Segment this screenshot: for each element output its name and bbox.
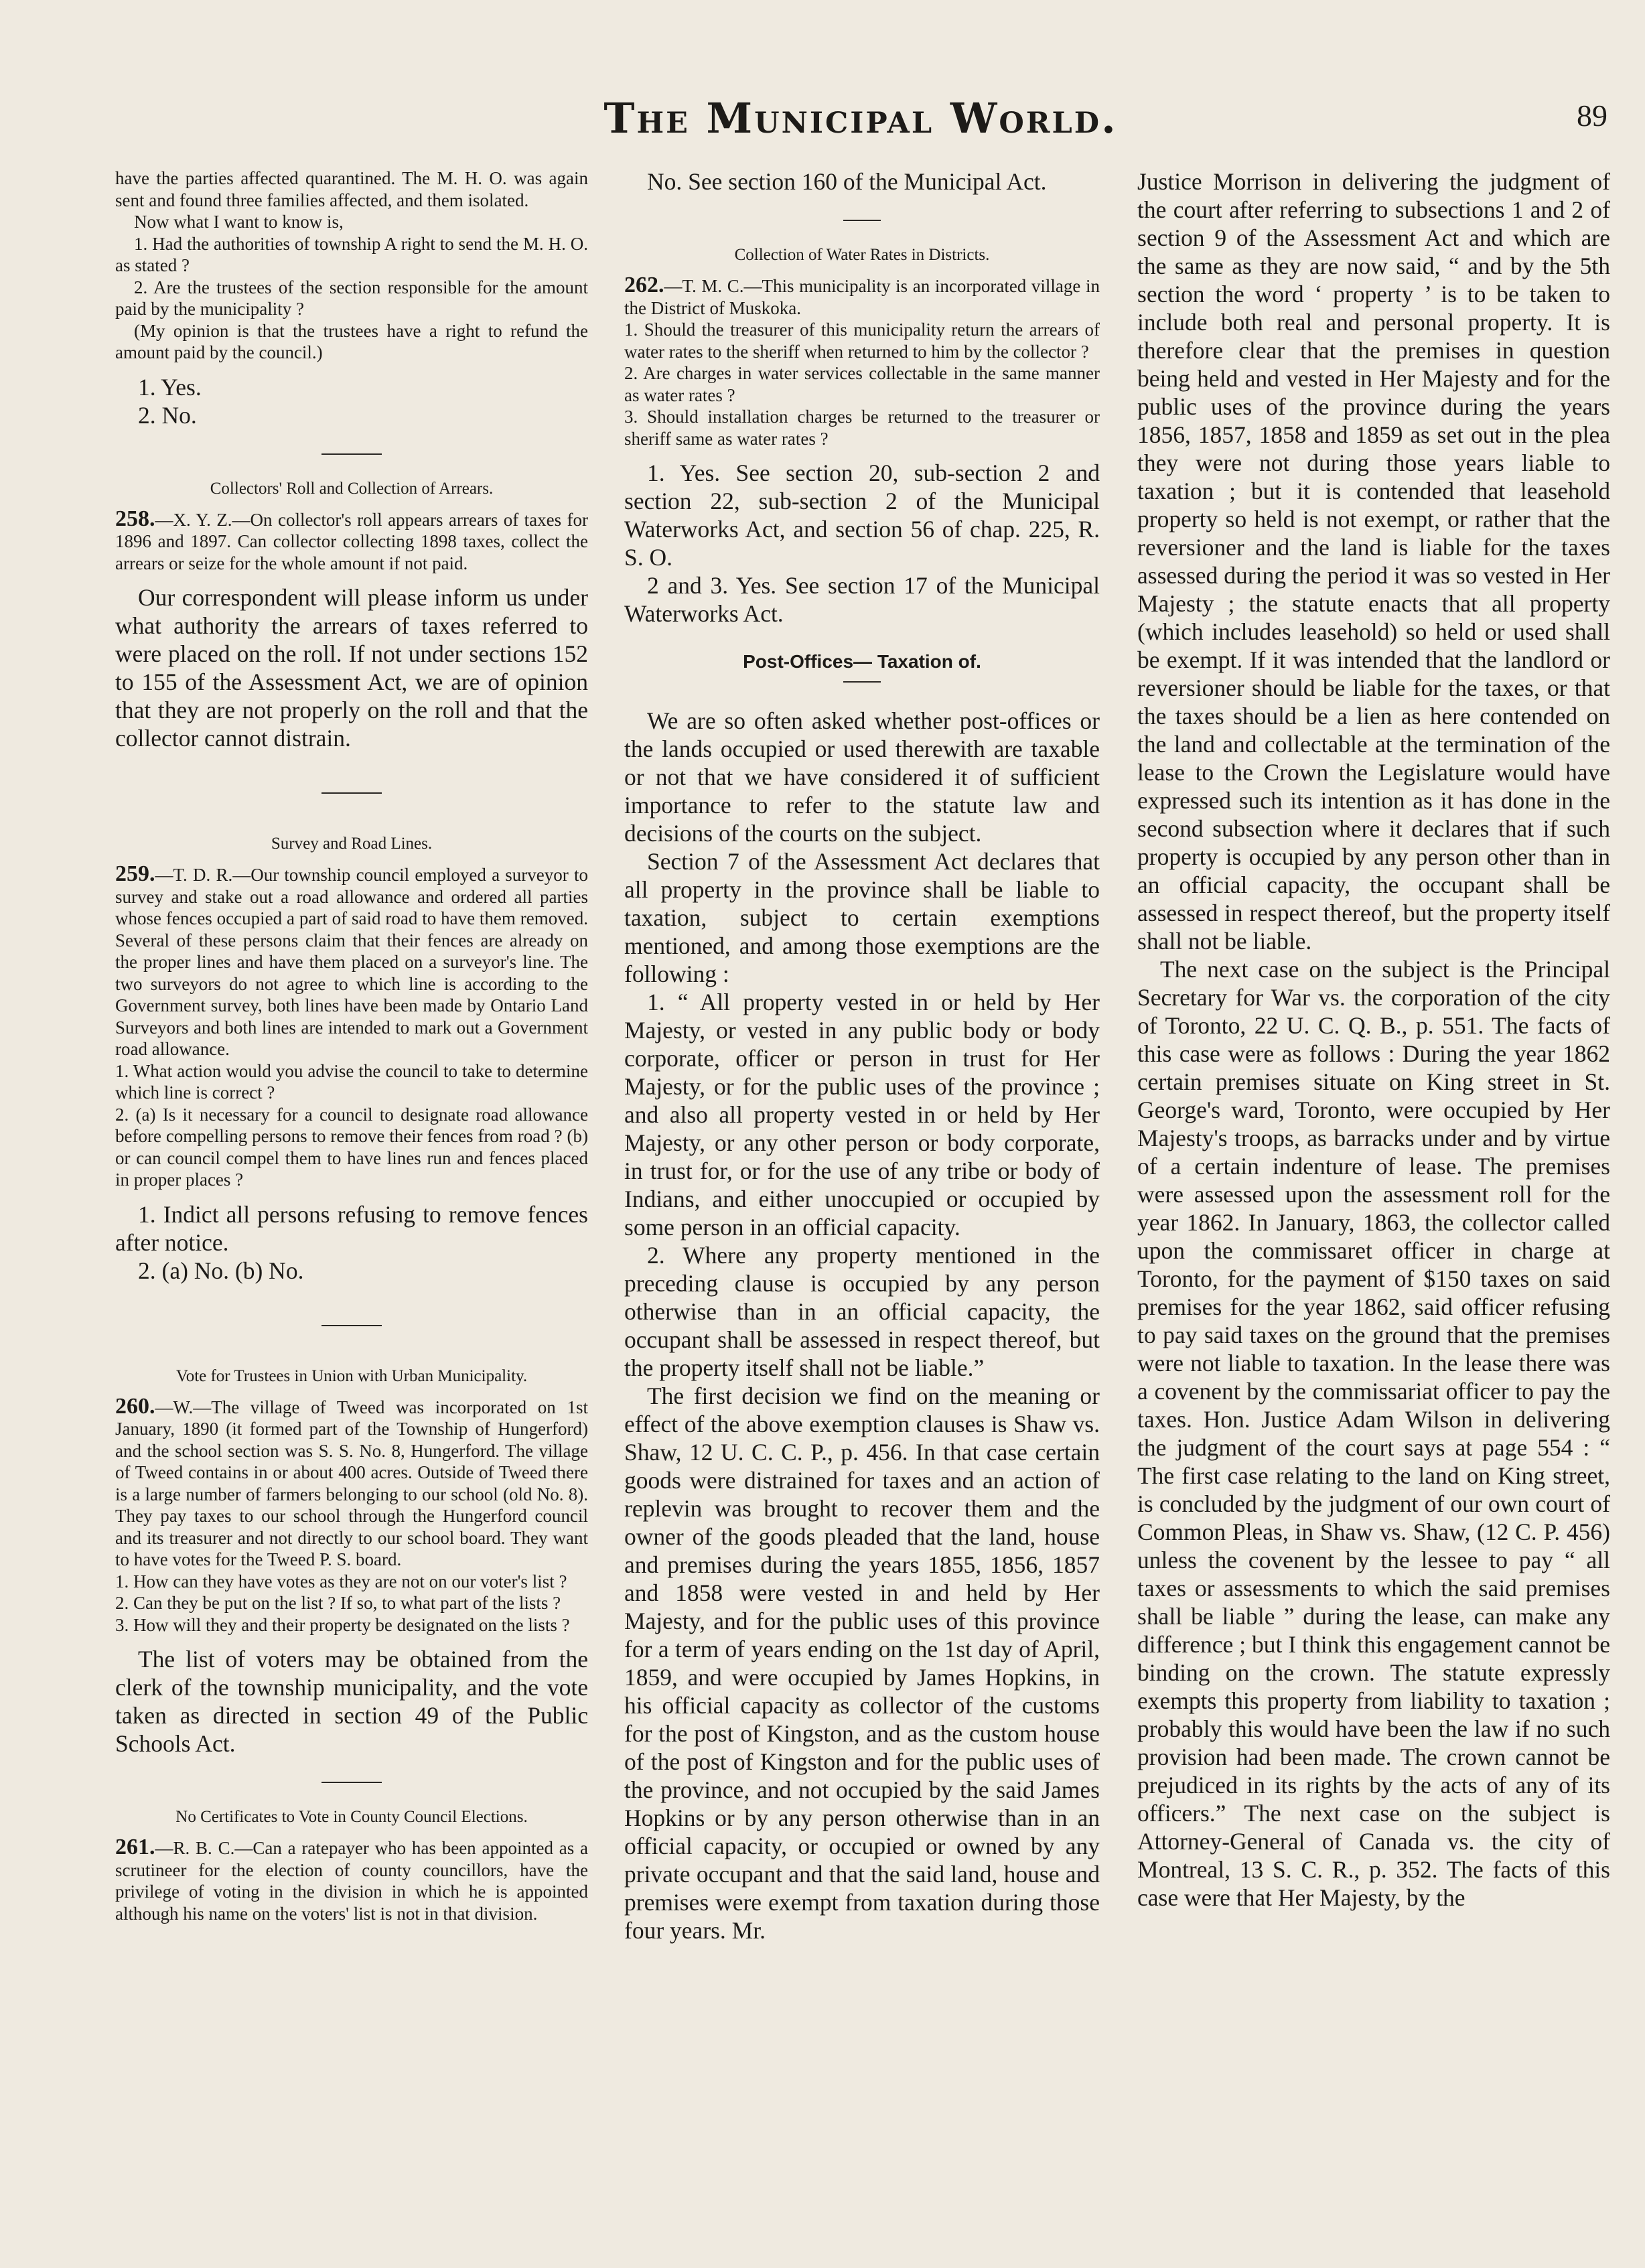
answer-line: 2. (a) No. (b) No. [138,1257,304,1284]
masthead [114,94,1607,154]
article-heading: Post-Offices— Taxation of. [743,651,981,672]
question-number: 262. [624,273,664,297]
article-paragraph: The first decision we find on the meaning or effect of the above exemption clauses is Shaw vs. Shaw, 12 U. C. C. P., p. 456. In that case certain goods were distrained for taxes and an action of replevin was brought to recover them and the owner of the goods pleaded that the land, house and premises during the years 1855, 1856, 1857 and 1858 were vested in and held by Her Majesty, and for the public uses of this province for a term of years ending on the 1st day of April, 1859, and were occupied by James Hopkins, in his official capacity as collector of the customs for the post of Kingston, and as the custom house of the post of Kingston and for the public uses of the province, and not occupied by the said James Hopkins or by any person otherwise than in an official capacity, or occupied or owned by any private occupant and that the said land, house and premises were exempt from taxation during those four years. Mr. [624,1383,1100,1944]
question-number: 261. [115,1835,155,1859]
intro-line: Now what I want to know is, [134,212,344,232]
answer-line: 1. Indict all persons refusing to remove fences after notice. [115,1200,588,1256]
question-259: 259.—T. D. R.—Our township council employed a surveyor to survey and stake out a road allowance and ordered all parties whose fences occupied a part of said road to have them removed. Several of these persons claim that their fences are already on the proper lines and have them placed on a surveyor's line. The two surveyors do not agree to which line is according to the Government survey, both lines have been made by Ontario Land Surveyors and both lines are intended to mark out a Government road allowance. [115,861,588,1059]
answer-line: 2. No. [138,401,197,429]
section-heading: Collection of Water Rates in Districts. [734,246,990,264]
column-3 [1137,167,1610,2230]
publication-title: The Municipal World. [603,94,1118,143]
question-line: 1. What action would you advise the council to take to determine which line is correct ? [115,1060,588,1103]
answer-260: The list of voters may be obtained from the clerk of the township municipality, and the vote taken as directed in section 49 of the Public Schools Act. [115,1646,588,1757]
answer-line: 1. Yes. [138,373,202,401]
intro-line: (My opinion is that the trustees have a right to refund the amount paid by the council.) [115,320,588,362]
question-262: 262.—T. M. C.—This municipality is an incorporated village in the District of Muskoka. [624,273,1100,318]
section-heading: No Certificates to Vote in County Council Elections. [175,1808,528,1826]
question-line: 1. How can they have votes as they are not on our voter's list ? [115,1571,567,1591]
article-paragraph: Section 7 of the Assessment Act declares that all property in the province shall be liable to taxation, subject to certain exemptions mentioned, and among those exemptions are the following : [624,848,1100,987]
question-line: 3. How will they and their property be designated on the lists ? [115,1614,570,1635]
question-number: 259. [115,861,155,886]
intro-line: 2. Are the trustees of the section responsible for the amount paid by the municipality ? [115,277,588,319]
article-paragraph: Justice Morrison in delivering the judgment of the court after referring to subsections 1 and 2 of section 9 of the Assessment Act and which are the same as they are now said, “ and by the 5th section the word ‘ property ’ is to be taken to include both real and personal property. It is therefore clear that the premises in question being held and vested in Her Majesty and for the public uses of the province during the years 1856, 1857, 1858 and 1859 as set out in the plea they were not during those years liable to taxation ; but it is contended that leasehold property so held is not exempt, or rather that the reversioner and the land is liable for the taxes assessed during the period it was so vested in Her Majesty ; the statute enacts that all property (which includes leasehold) so held or used shall be exempt. If it was intended that the landlord or reversioner should be liable for the taxes, or that the taxes should be a lien as here contended on the land and collectable at the termination of the lease to the Crown the Legislature would have expressed such its intention as it has done in the second subsection where it declares that if such property is occupied by any person other than in an official capacity, the occupant shall be assessed in respect thereof, but the property itself shall not be liable. [1137,168,1610,954]
intro-answers [115,373,588,429]
question-line: 2. (a) Is it necessary for a council to designate road allowance before compelling persons to remove their fences from road ? (b) or can council compel them to have lines run and fences placed in proper places ? [115,1104,588,1190]
article-paragraph: 1. “ All property vested in or held by Her Majesty, or vested in any public body or body corporate, officer or person in trust for Her Majesty, or for the public uses of the province ; and also all property vested in or held by Her Majesty, or any other person or body corporate, in trust for, or for the use of any tribe or body of Indians, and either unoccupied or occupied by some person in an official capacity. [624,989,1100,1241]
answer-line: 2 and 3. Yes. See section 17 of the Municipal Waterworks Act. [624,572,1100,627]
question-line: 3. Should installation charges be returned to the treasurer or sheriff same as water rates ? [624,407,1100,449]
answer-line: 1. Yes. See section 20, sub-section 2 and section 22, sub-section 2 of the Municipal Waterworks Act, and section 56 of chap. 225, R. S. O. [624,459,1100,571]
question-260: 260.—W.—The village of Tweed was incorporated on 1st January, 1890 (it formed part of the Township of Hungerford) and the school section was S. S. No. 8, Hungerford. The village of Tweed contains in or about 400 acres. Outside of Tweed there is a large number of farmers belonging to our school (old No. 8). They pay taxes to our school through the Hungerford council and its treasurer and not directly to our school board. They want to have votes for the Tweed P. S. board. [115,1393,588,1569]
question-number: 258. [115,506,155,531]
question-261: 261.—R. B. C.—Can a ratepayer who has been appointed as a scrutineer for the election of county councillors, have the privilege of voting in the division in which he is appointed although his name on the voters' list is not in that division. [115,1835,588,1924]
answer-261: No. See section 160 of the Municipal Act. [647,168,1047,195]
section-heading: Survey and Road Lines. [271,835,433,853]
intro-line: 1. Had the authorities of township A right to send the M. H. O. as stated ? [115,233,588,275]
article-paragraph: 2. Where any property mentioned in the preceding clause is occupied by any person otherwise than in an official capacity, the occupant shall be assessed in respect thereof, but the property itself shall not be liable.” [624,1242,1100,1381]
question-line: 1. Should the treasurer of this municipality return the arrears of water rates to the sheriff when returned to him by the collector ? [624,320,1100,362]
page-number: 89 [1577,98,1607,133]
column-2 [624,167,1100,2230]
intro-question [115,167,588,364]
article-paragraph: We are so often asked whether post-offices or the lands occupied or used therewith are taxable or not that we have considered it of sufficient importance to refer to the statute law and decisions of the courts on the subject. [624,707,1100,847]
column-1 [115,167,588,2230]
intro-line: have the parties affected quarantined. The M. H. O. was again sent and found three families affected, and them isolated. [115,168,588,210]
section-heading: Collectors' Roll and Collection of Arrears. [210,479,494,498]
answer-258: Our correspondent will please inform us under what authority the arrears of taxes referred to were placed on the roll. If not under sections 152 to 155 of the Assessment Act, we are of opinion that they are not properly on the roll and that the collector cannot distrain. [115,584,588,752]
question-258: 258.—X. Y. Z.—On collector's roll appears arrears of taxes for 1896 and 1897. Can collector collecting 1898 taxes, collect the arrears or seize for the whole amount if not paid. [115,506,588,573]
question-number: 260. [115,1393,155,1419]
question-line: 2. Are charges in water services collectable in the same manner as water rates ? [624,363,1100,405]
article-paragraph: The next case on the subject is the Principal Secretary for War vs. the corporation of the city of Toronto, 22 U. C. Q. B., p. 551. The facts of this case were as follows : During the year 1862 certain premises situate on King street in St. George's ward, Toronto, were occupied by Her Majesty's troops, as barracks under and by virtue of a certain indenture of lease. The premises were assessed upon the assessment roll for the year 1862. In January, 1863, the collector called upon the commissaret officer in charge at Toronto, for the payment of $150 taxes on said premises for the year 1862, said officer refusing to pay said taxes on the ground that the premises were not liable to taxation. In the lease there was a covenent by the commissariat officer to pay the taxes. Hon. Justice Adam Wilson in delivering the judgment of the court says at page 554 : “ The first case relating to the land on King street, is concluded by the judgment of our own court of Common Pleas, in Shaw vs. Shaw, (12 C. P. 456) unless the covenent by the lessee to pay “ all taxes or assessments to which the said premises shall be liable ” during the lease, can make any difference ; but I think this engagement cannot be binding on the crown. The statute expressly exempts this property from liability to taxation ; probably this would have been the law if no such provision had been made. The crown cannot be prejudiced in its rights by the acts of any of its officers.” The next case on the subject is Attorney-General of Canada vs. the city of Montreal, 13 S. C. R., p. 352. The facts of this case were that Her Majesty, by the [1137,956,1610,1911]
section-heading: Vote for Trustees in Union with Urban Municipality. [175,1366,528,1385]
question-line: 2. Can they be put on the list ? If so, to what part of the lists ? [115,1593,561,1613]
